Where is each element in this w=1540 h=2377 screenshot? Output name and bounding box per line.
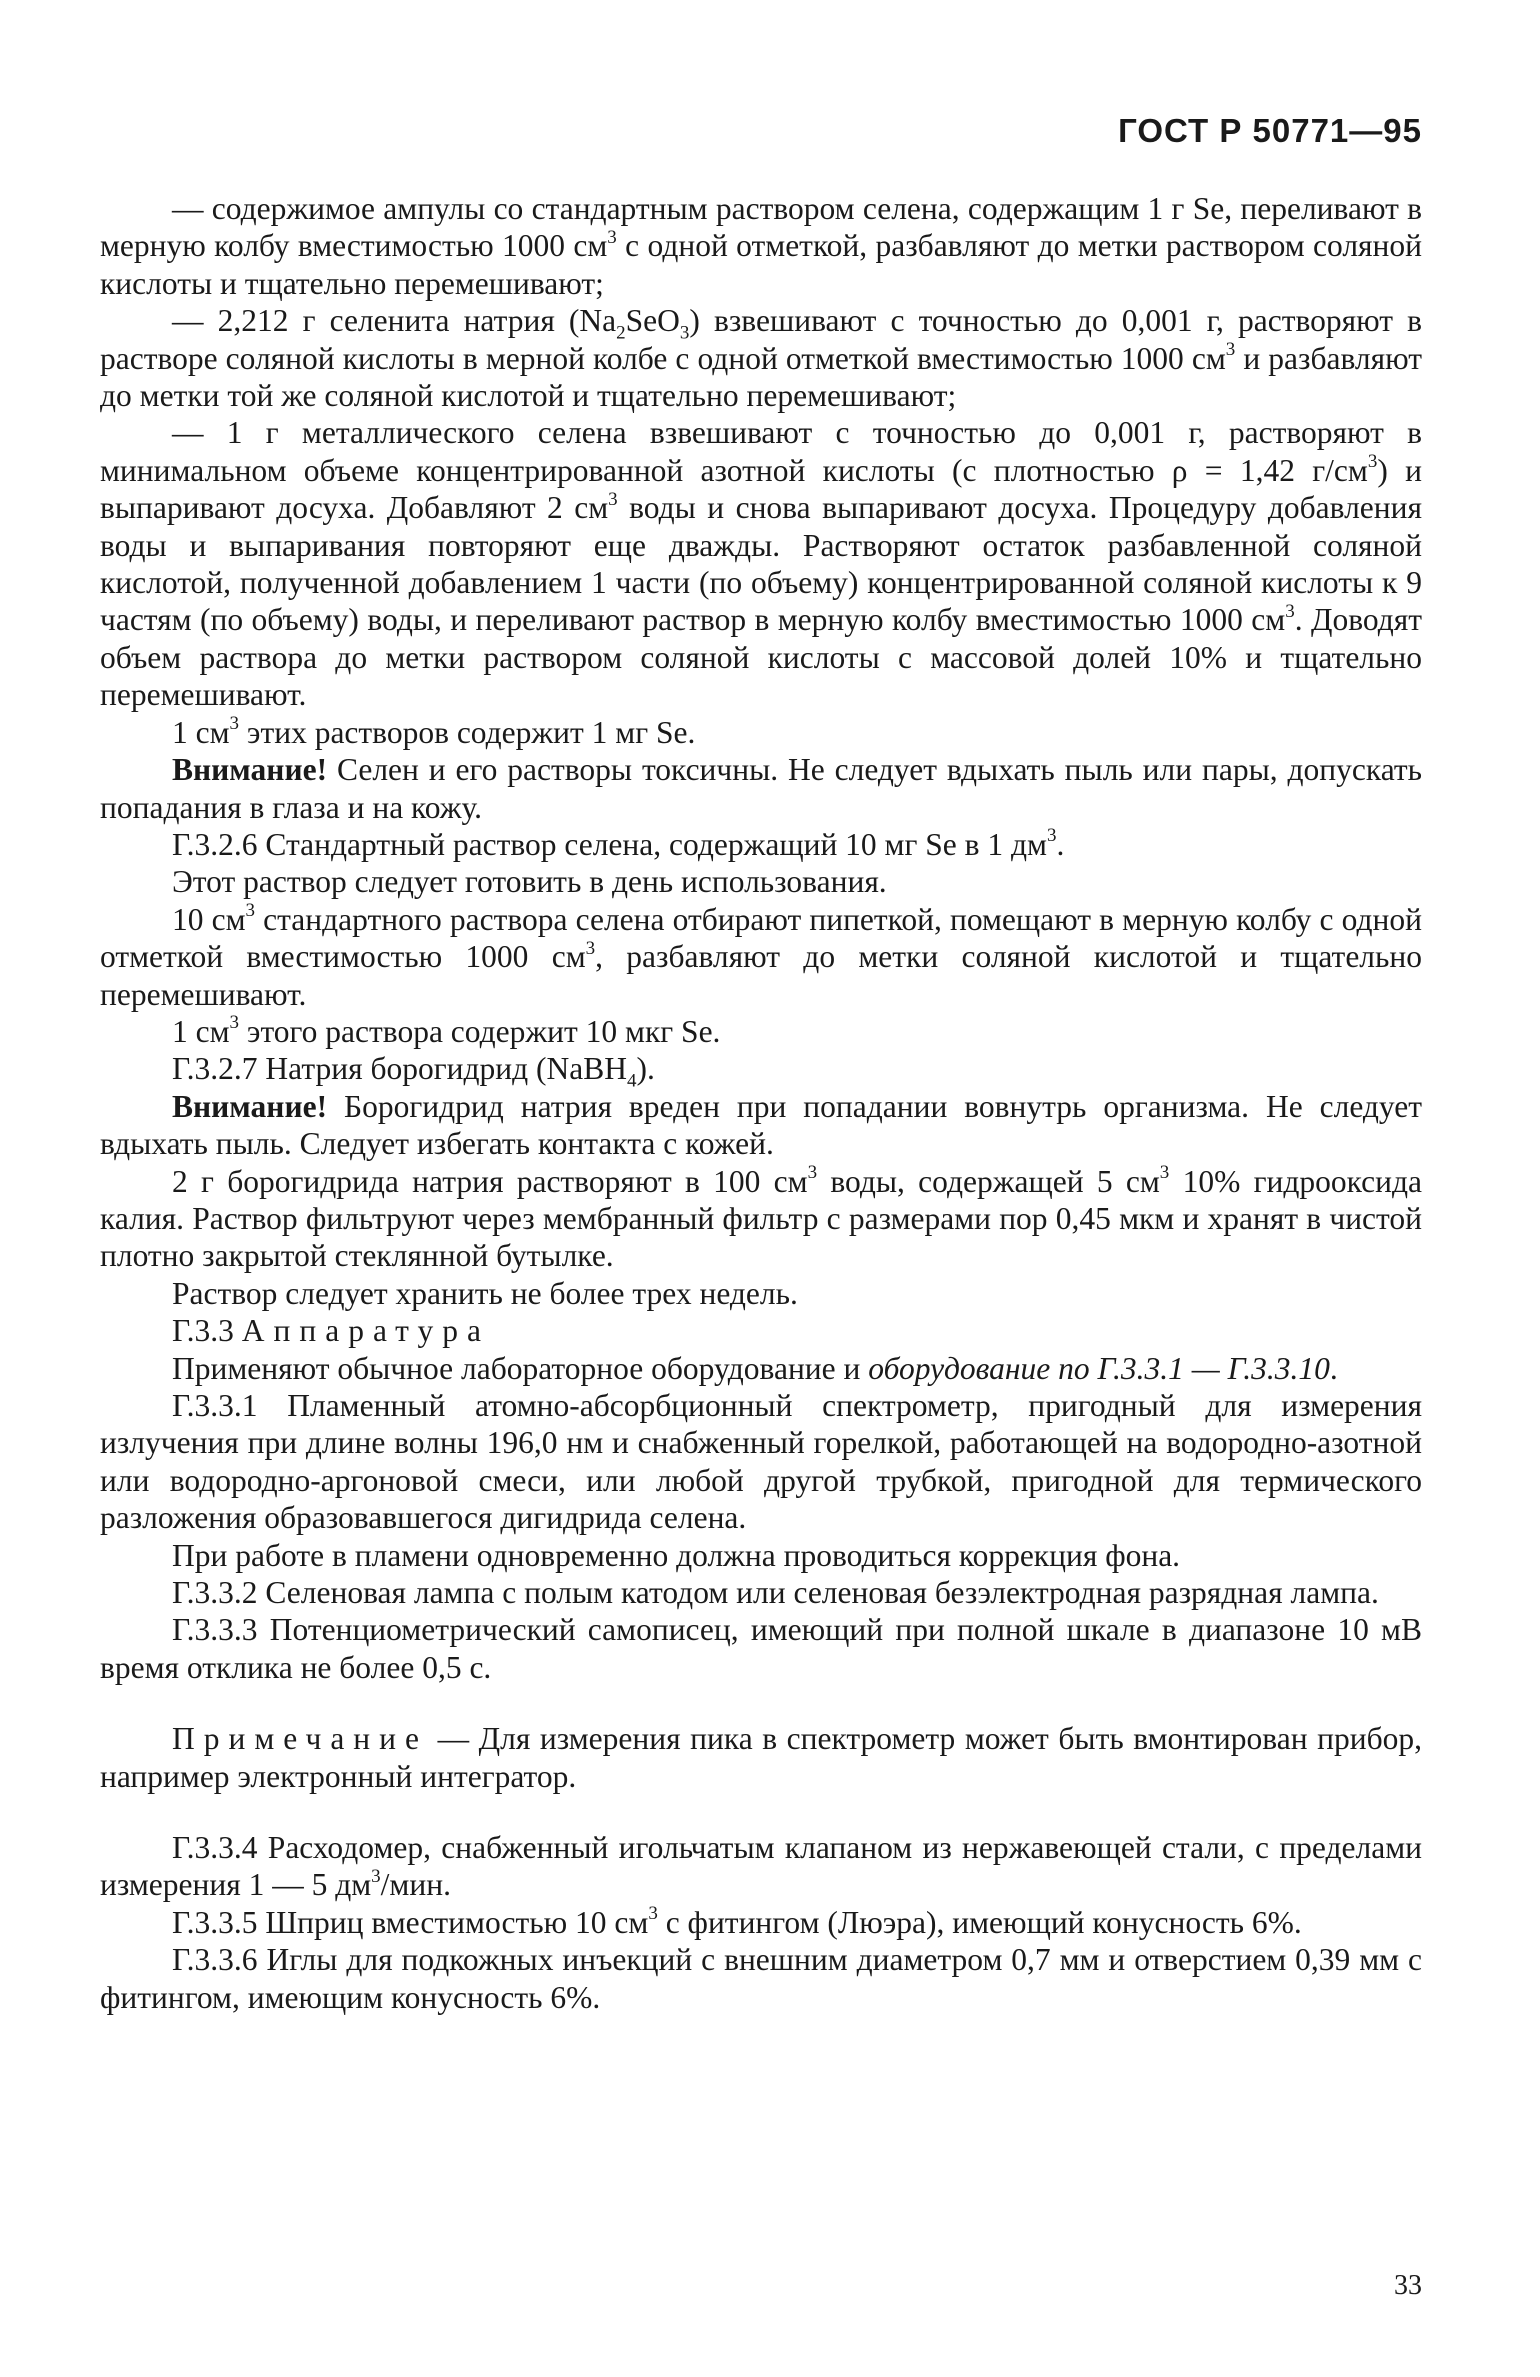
section-g-3-3-1: Г.3.3.1 Пламенный атомно-абсорбционный спектрометр, пригодный для измерения излучения при длине волны 196,0 нм и снабженный горелкой, работающей на водородно-азотной или водородно-аргоновой смеси, или любой другой трубкой, пригодной для термического разложения образовавшегося дигидрида селена.	[100, 1388, 1422, 1536]
warning-label: Внимание!	[172, 1088, 328, 1124]
paragraph-prepare-daily: Этот раствор следует готовить в день использования.	[172, 864, 887, 900]
section-g-3-3-heading: Г.3.3 Аппаратура	[172, 1313, 490, 1349]
note-paragraph: Примечание — Для измерения пика в спектрометр может быть вмонтирован прибор, например электронный интегратор.	[100, 1721, 1422, 1794]
document-id-header: ГОСТ Р 50771—95	[1118, 112, 1422, 149]
paragraph-standard-dilution: 10 $см^3$ стандартного раствора селена отбирают пипеткой, помещают в мерную колбу с одной отметкой вместимостью 1000 $см^3$, разбавляют до метки соляной кислотой и тщательно перемешивают.	[100, 900, 1422, 1012]
paragraph-background-correction: При работе в пламени одновременно должна проводиться коррекция фона.	[172, 1537, 1181, 1573]
section-g-3-3-4: Г.3.3.4 Расходомер, снабженный игольчатым клапаном из нержавеющей стали, с пределами измерения 1 — 5 $дм^3$/мин.	[100, 1830, 1422, 1903]
warning-label: Внимание!	[172, 752, 328, 788]
document-body	[100, 190, 1422, 2016]
paragraph-storage: Раствор следует хранить не более трех недель.	[172, 1275, 798, 1311]
paragraph-solution-content: 1 $см^3$ этих растворов содержит 1 мг Se.	[172, 713, 696, 750]
paragraph-solution-10ug: 1 $см^3$ этого раствора содержит 10 мкг Se.	[172, 1012, 721, 1049]
section-g-3-2-7: Г.3.2.7 Натрия борогидрид (NaBH$_4$).	[172, 1051, 655, 1092]
page-number: 33	[1394, 2270, 1422, 2301]
paragraph-metallic-selenium: — 1 г металлического селена взвешивают с точностью до 0,001 г, растворяют в минимальном объеме концентрированной азотной кислоты (с плотностью ρ = 1,42 $г/см^3$) и выпаривают досуха. Добавляют 2 $см^3$ воды и снова выпаривают досуха. Процедуру добавления воды и выпаривания повторяют еще дважды. Растворяют остаток разбавленной соляной кислотой, полученной добавлением 1 части (по объему) концентрированной соляной кислоты к 9 частям (по объему) воды, и переливают раствор в мерную колбу вместимостью 1000 $см^3$. Доводят объем раствора до метки раствором соляной кислоты с массовой долей 10% и тщательно перемешивают.	[100, 415, 1422, 713]
paragraph-selenium-ampoule: — содержимое ампулы со стандартным раствором селена, содержащим 1 г Se, переливают в мерную колбу вместимостью 1000 $см^3$ с одной отметкой, разбавляют до метки раствором соляной кислоты и тщательно перемешивают;	[100, 191, 1423, 301]
section-g-3-3-3: Г.3.3.3 Потенциометрический самописец, имеющий при полной шкале в диапазоне 10 мВ время отклика не более 0,5 с.	[100, 1612, 1422, 1685]
paragraph-warning-borohydride: Внимание! Борогидрид натрия вреден при попадании вовнутрь организма. Не следует вдыхать пыль. Следует избегать контакта с кожей.	[100, 1088, 1422, 1162]
section-g-3-3-2: Г.3.3.2 Селеновая лампа с полым катодом или селеновая безэлектродная разрядная лампа.	[172, 1575, 1379, 1611]
section-g-3-3-6: Г.3.3.6 Иглы для подкожных инъекций с внешним диаметром 0,7 мм и отверстием 0,39 мм с фитингом, имеющим конусность 6%.	[100, 1942, 1422, 2015]
section-g-3-3-5: Г.3.3.5 Шприц вместимостью 10 $см^3$ с фитингом (Люэра), имеющий конусность 6%.	[172, 1903, 1302, 1940]
paragraph-borohydride-prep: 2 г борогидрида натрия растворяют в 100 $см^3$ воды, содержащей 5 $см^3$ 10% гидрооксида калия. Раствор фильтруют через мембранный фильтр с размерами пор 0,45 мкм и хранят в чистой плотно закрытой стеклянной бутылке.	[100, 1162, 1422, 1274]
paragraph-sodium-selenite: — 2,212 г селенита натрия $(Na_2SeO_3)$ взвешивают с точностью до 0,001 г, растворяют в растворе соляной кислоты в мерной колбе с одной отметкой вместимостью 1000 $см^3$ и разбавляют до метки той же соляной кислотой и тщательно перемешивают;	[100, 303, 1422, 414]
section-g-3-2-6: Г.3.2.6 Стандартный раствор селена, содержащий 10 мг Se в 1 $дм^3$.	[172, 825, 1065, 862]
paragraph-equipment-intro: Применяют обычное лабораторное оборудование и оборудование по Г.3.3.1 — Г.3.3.10.	[172, 1350, 1338, 1386]
paragraph-warning-selenium: Внимание! Селен и его растворы токсичны. Не следует вдыхать пыль или пары, допускать попадания в глаза и на кожу.	[100, 752, 1422, 825]
